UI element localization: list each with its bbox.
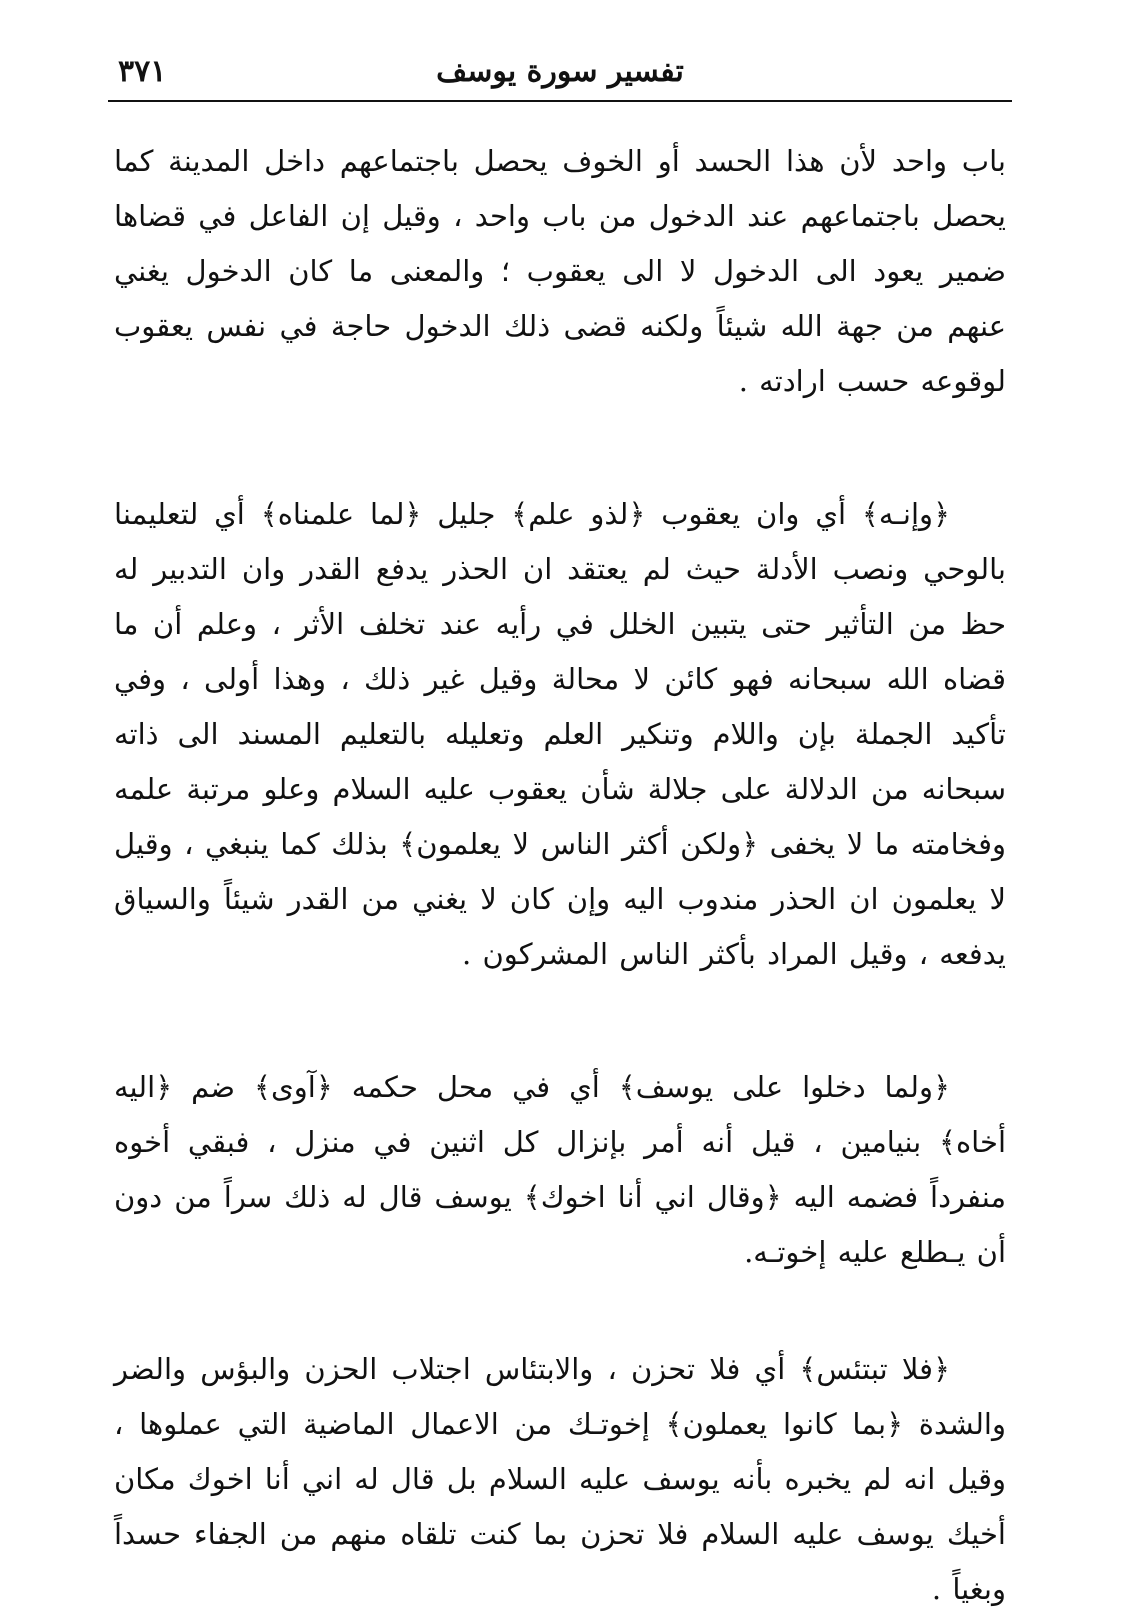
header-divider [108, 100, 1012, 102]
paragraph-1: باب واحد لأن هذا الحسد أو الخوف يحصل باجتماعهم داخل المدينة كما يحصل باجتماعهم عند الدخول من باب واحد ، وقيل إن الفاعل في قضاها ضمير يعود الى الدخول لا الى يعقوب ؛ والمعنى ما كان الدخول يغني عنهم من جهة الله شيئاً ولكنه قضى ذلك الدخول حاجة في نفس يعقوب لوقوعه حسب ارادته . [114, 144, 1006, 398]
paragraph-gap [114, 1280, 1006, 1342]
paragraph-gap [114, 409, 1006, 487]
page-body [114, 134, 1006, 1617]
running-title: تفسير سورة يوسف [436, 54, 684, 89]
page-header [108, 46, 1012, 98]
paragraph-3: ﴿ولما دخلوا على يوسف﴾ أي في محل حكمه ﴿آوى﴾ ضم ﴿اليه أخاه﴾ بنيامين ، قيل أنه أمر بإنزال كل اثنين في منزل ، فبقي أخوه منفرداً فضمه اليه ﴿وقال اني أنا اخوك﴾ يوسف قال له ذلك سراً من دون أن يـطلع عليه إخوتـه. [114, 1070, 1006, 1269]
page-number: ٣٧١ [118, 54, 167, 89]
paragraph-2: ﴿وإنـه﴾ أي وان يعقوب ﴿لذو علم﴾ جليل ﴿لما علمناه﴾ أي لتعليمنا بالوحي ونصب الأدلة حيث لم يعتقد ان الحذر يدفع القدر وان التدبير له حظ من التأثير حتى يتبين الخلل في رأيه عند تخلف الأثر ، وعلم أن ما قضاه الله سبحانه فهو كائن لا محالة وقيل غير ذلك ، وهذا أولى ، وفي تأكيد الجملة بإن واللام وتنكير العلم وتعليله بالتعليم المسند الى ذاته سبحانه من الدلالة على جلالة شأن يعقوب عليه السلام وعلو مرتبة علمه وفخامته ما لا يخفى ﴿ولكن أكثر الناس لا يعلمون﴾ بذلك كما ينبغي ، وقيل لا يعلمون ان الحذر مندوب اليه وإن كان لا يغني من القدر شيئاً والسياق يدفعه ، وقيل المراد بأكثر الناس المشركون . [114, 497, 1006, 971]
paragraph-gap [114, 982, 1006, 1060]
paragraph-4: ﴿فلا تبتئس﴾ أي فلا تحزن ، والابتئاس اجتلاب الحزن والبؤس والضر والشدة ﴿بما كانوا يعملون﴾ إخوتـك من الاعمال الماضية التي عملوها ، وقيل انه لم يخبره بأنه يوسف عليه السلام بل قال له اني أنا اخوك مكان أخيك يوسف عليه السلام فلا تحزن بما كنت تلقاه منهم من الجفاء حسداً وبغياً . [114, 1352, 1006, 1606]
